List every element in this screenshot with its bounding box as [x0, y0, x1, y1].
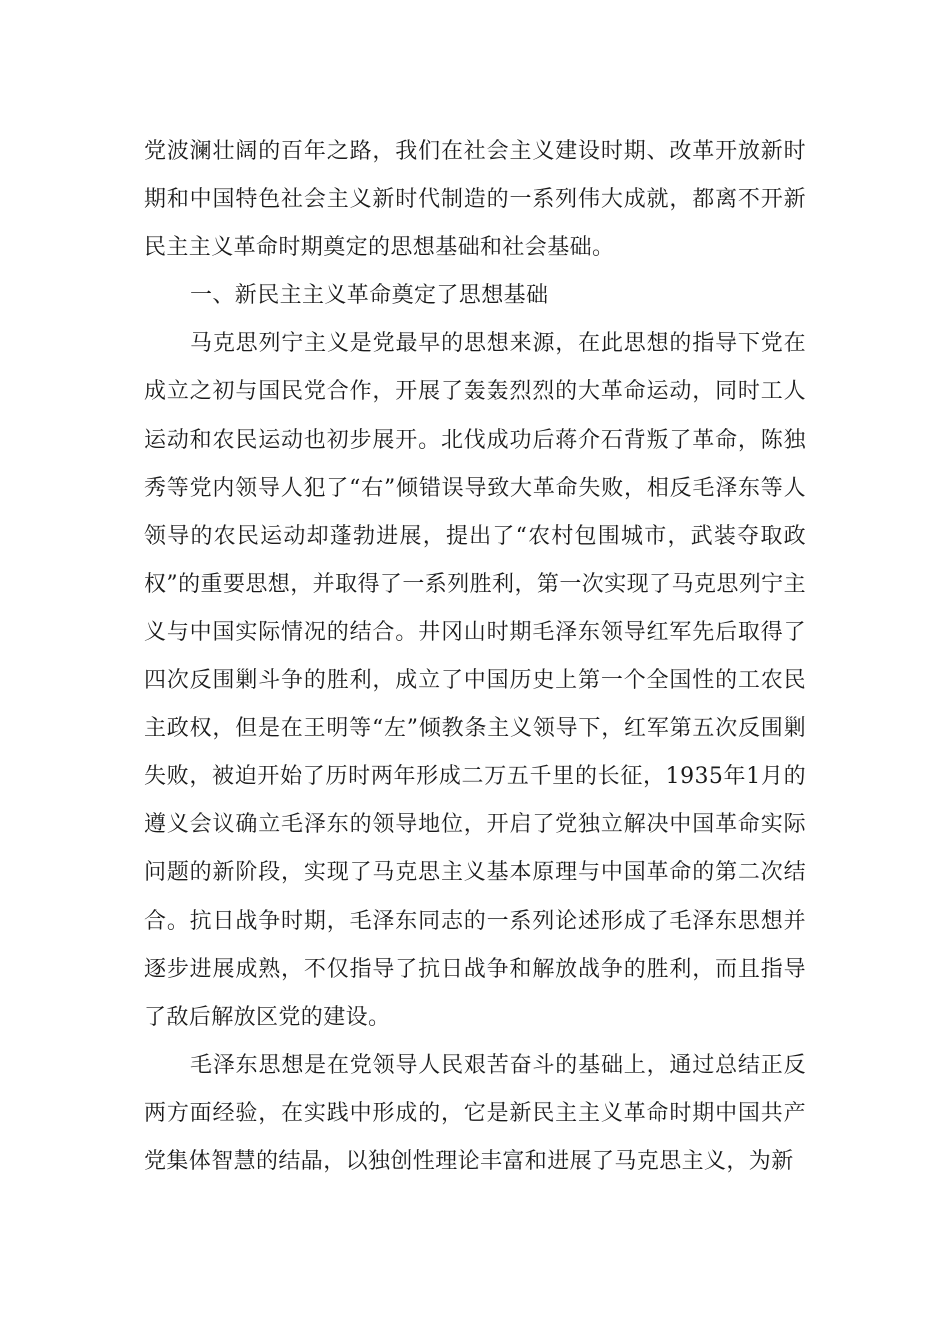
paragraph-mao-zedong-thought: 毛泽东思想是在党领导人民艰苦奋斗的基础上，通过总结正反两方面经验，在实践中形成的，它是新民主主义革命时期中国共产党集体智慧的结晶，以独创性理论丰富和进展了马克思主义，为新 [144, 1052, 806, 1174]
section-heading: 一、新民主主义革命奠定了思想基础 [190, 283, 549, 309]
document-body [144, 128, 806, 1186]
paragraph-continuation: 党波澜壮阔的百年之路，我们在社会主义建设时期、改革开放新时期和中国特色社会主义新时代制造的一系列伟大成就，都离不开新民主主义革命时期奠定的思想基础和社会基础。 [144, 139, 806, 261]
paragraph-marxism-leninism: 马克思列宁主义是党最早的思想来源，在此思想的指导下党在成立之初与国民党合作，开展了轰轰烈烈的大革命运动，同时工人运动和农民运动也初步展开。北伐成功后蒋介石背叛了革命，陈独秀等党内领导人犯了“右”倾错误导致大革命失败，相反毛泽东等人领导的农民运动却蓬勃进展，提出了“农村包围城市，武装夺取政权”的重要思想，并取得了一系列胜利，第一次实现了马克思列宁主义与中国实际情况的结合。井冈山时期毛泽东领导红军先后取得了四次反围剿斗争的胜利，成立了中国历史上第一个全国性的工农民主政权，但是在王明等“左”倾教条主义领导下，红军第五次反围剿失败，被迫开始了历时两年形成二万五千里的长征，1935年1月的遵义会议确立毛泽东的领导地位，开启了党独立解决中国革命实际问题的新阶段，实现了马克思主义基本原理与中国革命的第二次结合。抗日战争时期，毛泽东同志的一系列论述形成了毛泽东思想并逐步进展成熟，不仅指导了抗日战争和解放战争的胜利，而且指导了敌后解放区党的建设。 [144, 331, 806, 1030]
